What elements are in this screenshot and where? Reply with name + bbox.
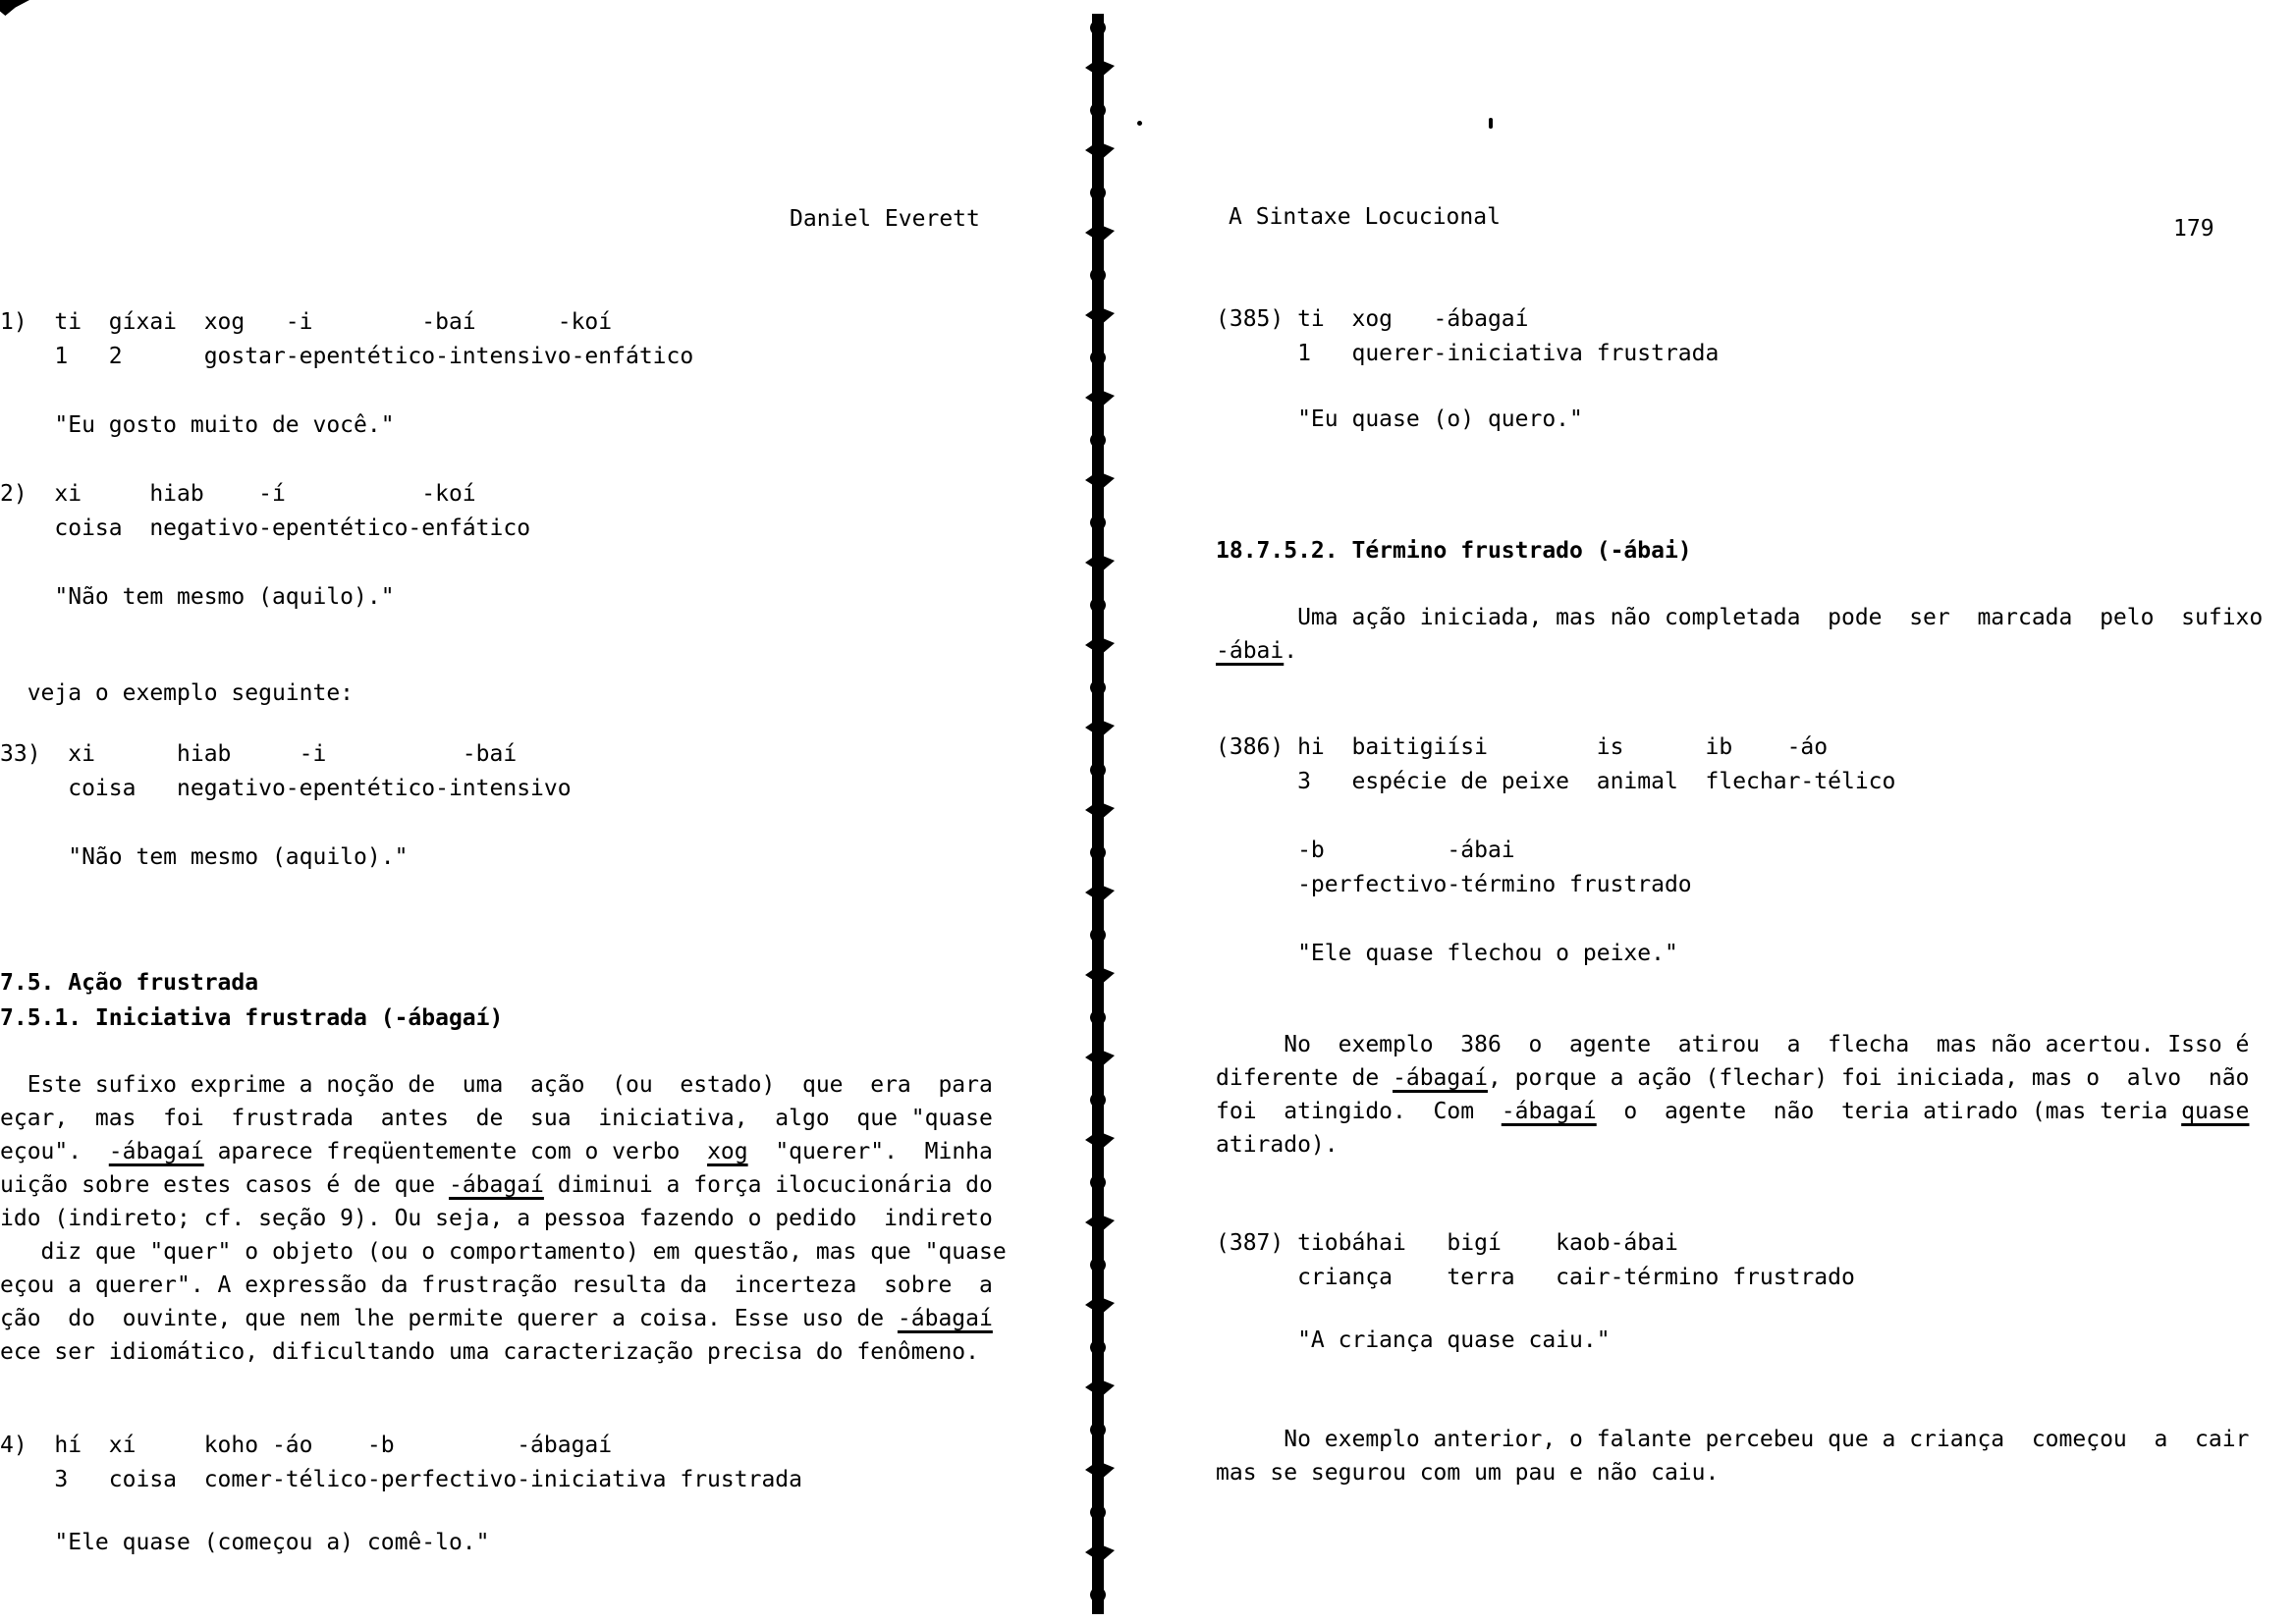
body-line [1216, 1067, 2249, 1090]
text-segment: (385) ti xog -ábagaí [1216, 306, 1529, 332]
underlined-term: xog [707, 1139, 748, 1164]
gloss-line [1216, 771, 1895, 793]
text-segment: foi atingido. Com [1216, 1099, 1502, 1124]
text-segment: eçou a querer". A expressão da frustração resulta da incerteza sobre a [0, 1272, 993, 1298]
body-line [1216, 640, 1297, 663]
example-line [0, 1434, 612, 1457]
text-segment: eçar, mas foi frustrada antes de sua iniciativa, algo que "quase [0, 1106, 993, 1131]
body-line [0, 1341, 979, 1364]
running-header-left [790, 208, 980, 231]
text-segment: A Sintaxe Locucional [1229, 204, 1501, 230]
text-segment: 33) xi hiab -i -baí [0, 741, 518, 767]
body-line [1216, 1101, 2249, 1123]
text-segment: 2) xi hiab -í -koí [0, 481, 476, 507]
text-segment: 4) hí xí koho -áo -b -ábagaí [0, 1433, 613, 1458]
text-segment: -perfectivo-término frustrado [1216, 872, 1692, 897]
translation-line [1216, 1329, 1611, 1352]
text-segment: 1 querer-iniciativa frustrada [1216, 341, 1720, 366]
underlined-term: -ábagaí [108, 1139, 204, 1164]
translation-line [0, 1532, 490, 1554]
underlined-term: -ábagaí [448, 1172, 544, 1198]
spiral-binding-icon [1068, 0, 1127, 1623]
body-line [0, 1208, 993, 1230]
text-segment: mas se segurou com um pau e não caiu. [1216, 1460, 1720, 1486]
text-segment: coisa negativo-epentético-enfático [0, 515, 531, 541]
text-segment: (387) tiobáhai bigí kaob-ábai [1216, 1230, 1678, 1256]
text-segment: "Eu quase (o) quero." [1216, 406, 1583, 432]
text-segment: 1) ti gíxai xog -i -baí -koí [0, 309, 613, 335]
translation-line [0, 846, 408, 869]
body-line [0, 1274, 993, 1297]
page-number [2173, 218, 2214, 241]
text-segment: 179 [2173, 216, 2214, 242]
section-heading [0, 1007, 503, 1030]
gloss-line [1216, 874, 1692, 896]
gloss-line [0, 346, 693, 368]
text-segment: "Ele quase flechou o peixe." [1216, 941, 1678, 966]
body-line [0, 1241, 1007, 1264]
text-segment: "Não tem mesmo (aquilo)." [0, 844, 409, 870]
text-segment: uição sobre estes casos é de que [0, 1172, 449, 1198]
gloss-line [0, 778, 572, 800]
translation-line [1216, 943, 1678, 965]
text-segment: o agente não teria atirado (mas teria [1596, 1099, 2182, 1124]
gloss-line [1216, 343, 1719, 365]
underlined-term: -ábagaí [1501, 1099, 1597, 1124]
text-segment: diminui a força ilocucionária do [543, 1172, 993, 1198]
text-segment: No exemplo anterior, o falante percebeu que a criança começou a cair [1216, 1427, 2250, 1452]
text-segment: "Ele quase (começou a) comê-lo." [0, 1530, 490, 1555]
text-segment: (386) hi baitigiísi is ib -áo [1216, 734, 1829, 760]
text-segment: Uma ação iniciada, mas não completada pode ser marcada pelo sufixo [1216, 605, 2264, 630]
body-line [0, 1174, 993, 1197]
text-segment: , porque a ação (flechar) foi iniciada, mas o alvo não [1487, 1065, 2250, 1091]
text-segment: diferente de [1216, 1065, 1394, 1091]
translation-line [0, 586, 395, 609]
translation-line [1216, 408, 1583, 431]
text-segment: No exemplo 386 o agente atirou a flecha mas não acertou. Isso é [1216, 1032, 2250, 1057]
text-segment: 18.7.5.2. Término frustrado (-ábai) [1216, 538, 1692, 564]
text-segment: ido (indireto; cf. seção 9). Ou seja, a pessoa fazendo o pedido indireto [0, 1206, 993, 1231]
scan-artifact-corner-blob [0, 0, 29, 16]
text-segment: "A criança quase caiu." [1216, 1327, 1611, 1353]
text-segment: atirado). [1216, 1132, 1339, 1158]
text-segment: veja o exemplo seguinte: [0, 680, 355, 706]
example-line [1216, 1232, 1678, 1255]
example-line [1216, 839, 1515, 862]
example-line [1216, 736, 1828, 759]
underlined-term: -ábagaí [1393, 1065, 1488, 1091]
text-segment: "Não tem mesmo (aquilo)." [0, 584, 395, 610]
text-segment: eçou". [0, 1139, 109, 1164]
section-heading [1216, 540, 1692, 563]
underlined-term: quase [2181, 1099, 2250, 1124]
body-line [1216, 607, 2263, 629]
body-line [1216, 1034, 2249, 1056]
underlined-term: -ábagaí [897, 1306, 993, 1331]
gloss-line [0, 517, 530, 540]
text-segment: "querer". Minha [747, 1139, 993, 1164]
text-segment: Daniel Everett [790, 206, 980, 232]
text-segment: 7.5.1. Iniciativa frustrada (-ábagaí) [0, 1005, 504, 1031]
underlined-term: -ábai [1216, 638, 1285, 664]
translation-line [0, 414, 395, 437]
scan-artifact-dot [1137, 121, 1142, 126]
text-segment: Este sufixo exprime a noção de uma ação (ou estado) que era para [0, 1072, 993, 1098]
gloss-line [1216, 1267, 1855, 1289]
body-line [1216, 1134, 1339, 1157]
text-segment: 1 2 gostar-epentético-intensivo-enfático [0, 344, 694, 369]
scan-artifact-tick [1489, 118, 1493, 129]
body-line [1216, 1429, 2249, 1451]
text-segment: "Eu gosto muito de você." [0, 412, 395, 438]
body-line [1216, 1462, 1719, 1485]
body-line [0, 1074, 993, 1097]
text-segment: diz que "quer" o objeto (ou o comportamento) em questão, mas que "quase [0, 1239, 1007, 1265]
body-line [0, 1108, 993, 1130]
body-line [0, 1141, 993, 1163]
example-line [0, 311, 612, 334]
body-line [0, 1308, 993, 1330]
text-segment: ção do ouvinte, que nem lhe permite querer a coisa. Esse uso de [0, 1306, 898, 1331]
text-segment: ece ser idiomático, dificultando uma caracterização precisa do fenômeno. [0, 1339, 979, 1365]
example-line [1216, 308, 1529, 331]
text-segment: coisa negativo-epentético-intensivo [0, 776, 572, 801]
text-segment: 7.5. Ação frustrada [0, 970, 259, 996]
section-heading [0, 972, 258, 995]
text-segment: aparece freqüentemente com o verbo [203, 1139, 708, 1164]
text-segment: 3 espécie de peixe animal flechar-télico [1216, 769, 1896, 794]
body-line [0, 682, 354, 705]
example-line [0, 743, 517, 766]
gloss-line [0, 1469, 802, 1491]
text-segment: 3 coisa comer-télico-perfectivo-iniciativa frustrada [0, 1467, 802, 1492]
text-segment: criança terra cair-término frustrado [1216, 1265, 1855, 1290]
text-segment: . [1284, 638, 1298, 664]
running-header-right [1229, 206, 1501, 229]
text-segment: -b -ábai [1216, 838, 1515, 863]
example-line [0, 483, 476, 506]
